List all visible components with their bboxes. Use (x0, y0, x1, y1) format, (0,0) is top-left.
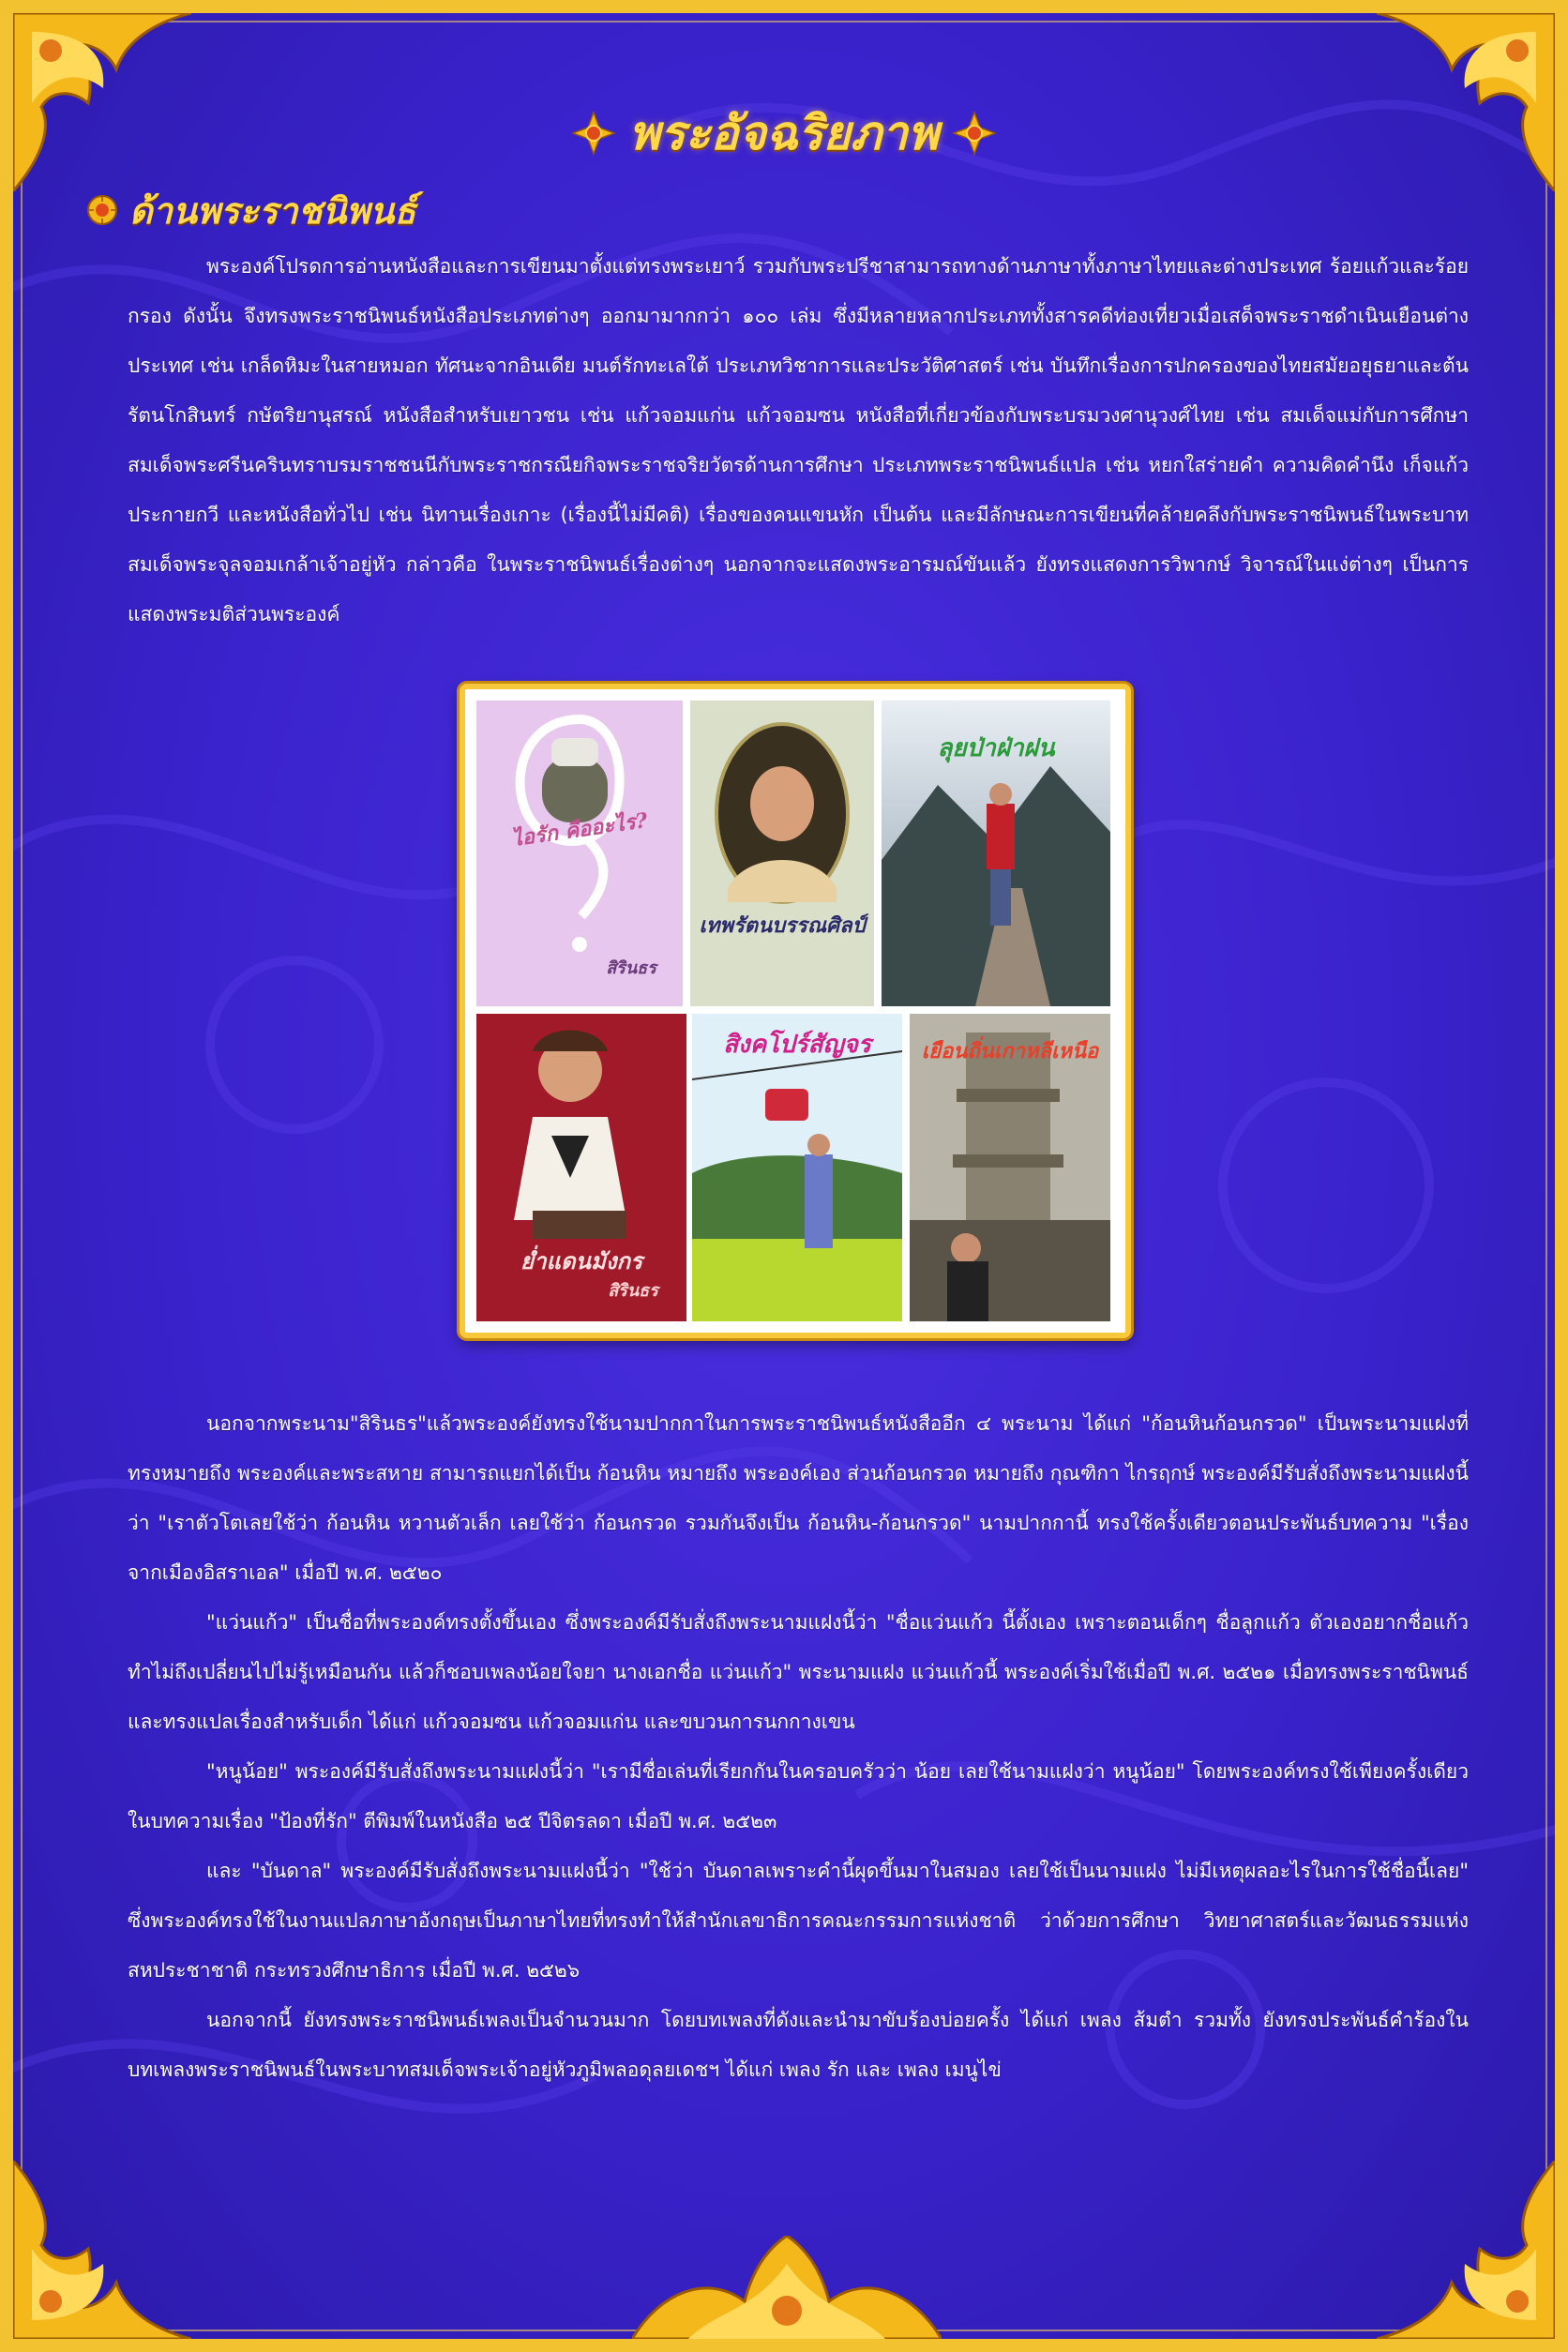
pen-names-paragraph-4-text: และ "บันดาล" พระองค์มีรับสั่งถึงพระนามแฝงนี้ว่า "ใช้ว่า บันดาลเพราะคำนี้ผุดขึ้นมาในสมอง เลยใช้เป็นนามแฝง ไม่มีเหตุผลอะไรในการใช้ชื่อนี้เลย" ซึ่งพระองค์ทรงใช้ในงานแปลภาษาอังกฤษเป็นภาษาไทยที่ทรงทำให้สำนักเลขาธิการคณะกรรมการแห่งชาติ ว่าด้วยการศึกษา วิทยาศาสตร์และวัฒนธรรมแห่งสหประชาชาติ กระทรวงศึกษาธิการ เมื่อปี พ.ศ. ๒๕๒๖ (128, 1860, 1469, 1982)
book-cover-4-signature: สิรินธร (608, 1281, 658, 1301)
book-cover-1-signature: สิรินธร (606, 958, 656, 978)
songs-paragraph (128, 1996, 1469, 2095)
book-cover-2 (690, 701, 874, 1006)
intro-paragraph-text: พระองค์โปรดการอ่านหนังสือและการเขียนมาตั้งแต่ทรงพระเยาว์ รวมกับพระปรีชาสามารถทางด้านภาษาทั้งภาษาไทยและต่างประเทศ ร้อยแก้วและร้อยกรอง ดังนั้น จึงทรงพระราชนิพนธ์หนังสือประเภทต่างๆ ออกมามากกว่า ๑๐๐ เล่ม ซึ่งมีหลายหลากประเภททั้งสารคดีท่องเที่ยวเมื่อเสด็จพระราชดำเนินเยือนต่างประเทศ เช่น เกล็ดหิมะในสายหมอก ทัศนะจากอินเดีย มนต์รักทะเลใต้ ประเภทวิชาการและประวัติศาสตร์ เช่น บันทึกเรื่องการปกครองของไทยสมัยอยุธยาและต้นรัตนโกสินทร์ กษัตริยานุสรณ์ หนังสือสำหรับเยาวชน เช่น แก้วจอมแก่น แก้วจอมซน หนังสือที่เกี่ยวข้องกับพระบรมวงศานุวงศ์ไทย เช่น สมเด็จแม่กับการศึกษา สมเด็จพระศรีนครินทราบรมราชชนนีกับพระราชกรณียกิจพระราชจริยวัตรด้านการศึกษา ประเภทพระราชนิพนธ์แปล เช่น หยกใสร่ายคำ ความคิดคำนึง เก็จแก้วประกายกวี และหนังสือทั่วไป เช่น นิทานเรื่องเกาะ (เรื่องนี้ไม่มีคติ) เรื่องของคนแขนหัก เป็นต้น และมีลักษณะการเขียนที่คล้ายคลึงกับพระราชนิพนธ์ในพระบาทสมเด็จพระจุลจอมเกล้าเจ้าอยู่หัว กล่าวคือ ในพระราชนิพนธ์เรื่องต่างๆ นอกจากจะแสดงพระอารมณ์ขันแล้ว ยังทรงแสดงการวิพากษ์ วิจารณ์ในแง่ต่างๆ เป็นการแสดงพระมติส่วนพระองค์ (128, 255, 1469, 626)
intro-paragraph (128, 242, 1469, 640)
book-cover-3 (882, 701, 1110, 1006)
book-cover-5 (692, 1014, 902, 1321)
songs-paragraph-text: นอกจากนี้ ยังทรงพระราชนิพนธ์เพลงเป็นจำนวนมาก โดยบทเพลงที่ดังและนำมาขับร้องบ่อยครั้ง ได้แก่ เพลง ส้มตำ รวมทั้ง ยังทรงประพันธ์คำร้องในบทเพลงพระราชนิพนธ์ในพระบาทสมเด็จพระเจ้าอยู่หัวภูมิพลอดุลยเดชฯ ได้แก่ เพลง รัก และ เพลง เมนูไข่ (128, 2009, 1469, 2081)
book-covers-collage (460, 684, 1131, 1338)
section-heading-label: ด้านพระราชนิพนธ์ (129, 188, 416, 232)
book-cover-6 (910, 1014, 1110, 1321)
book-cover-6-title: เยือนถิ่นเกาหลีเหนือ (921, 1039, 1099, 1063)
pen-names-paragraph-4 (128, 1847, 1469, 1996)
pen-names-paragraph-3-text: "หนูน้อย" พระองค์มีรับสั่งถึงพระนามแฝงนี้ว่า "เรามีชื่อเล่นที่เรียกกันในครอบครัวว่า น้อย เลยใช้นามแฝงว่า หนูน้อย" โดยพระองค์ทรงใช้เพียงครั้งเดียว ในบทความเรื่อง "ป้องที่รัก" ตีพิมพ์ในหนังสือ ๒๕ ปีจิตรลดา เมื่อปี พ.ศ. ๒๕๒๓ (128, 1760, 1469, 1832)
pen-names-paragraph-1-text: นอกจากพระนาม"สิรินธร"แล้วพระองค์ยังทรงใช้นามปากกาในการพระราชนิพนธ์หนังสืออีก ๔ พระนาม ได้แก่ "ก้อนหินก้อนกรวด" เป็นพระนามแฝงที่ทรงหมายถึง พระองค์และพระสหาย สามารถแยกได้เป็น ก้อนหิน หมายถึง พระองค์เอง ส่วนก้อนกรวด หมายถึง กุณฑิกา ไกรฤกษ์ พระองค์มีรับสั่งถึงพระนามแฝงนี้ว่า "เราตัวโตเลยใช้ว่า ก้อนหิน หวานตัวเล็ก เลยใช้ว่า ก้อนกรวด รวมกันจึงเป็น ก้อนหิน-ก้อนกรวด" นามปากกานี้ ทรงใช้ครั้งเดียวตอนประพันธ์บทความ "เรื่องจากเมืองอิสราเอล" เมื่อปี พ.ศ. ๒๕๒๐ (128, 1412, 1469, 1584)
book-cover-1 (476, 701, 683, 1006)
flower-bullet-icon (86, 194, 118, 226)
corner-ornament-bottom-right (1377, 2161, 1555, 2339)
pen-names-section (128, 1399, 1469, 2095)
title-bar (13, 96, 1555, 171)
pen-names-paragraph-3 (128, 1747, 1469, 1847)
pen-names-paragraph-1 (128, 1399, 1469, 1598)
corner-ornament-bottom-left (13, 2161, 191, 2339)
flower-ornament-icon (952, 111, 997, 156)
page-title: พระอัจฉริยภาพ (628, 104, 940, 160)
book-cover-4 (476, 1014, 686, 1321)
pen-names-paragraph-2-text: "แว่นแก้ว" เป็นชื่อที่พระองค์ทรงตั้งขึ้นเอง ซึ่งพระองค์มีรับสั่งถึงพระนามแฝงนี้ว่า "ชื่อแว่นแก้ว นี้ตั้งเอง เพราะตอนเด็กๆ ชื่อลูกแก้ว ตัวเองอยากชื่อแก้ว ทำไม่ถึงเปลี่ยนไปไม่รู้เหมือนกัน แล้วก็ชอบเพลงน้อยใจยา นางเอกชื่อ แว่นแก้ว" พระนามแฝง แว่นแก้วนี้ พระองค์เริ่มใช้เมื่อปี พ.ศ. ๒๕๒๑ เมื่อทรงพระราชนิพนธ์และทรงแปลเรื่องสำหรับเด็ก ได้แก่ แก้วจอมซน แก้วจอมแก่น และขบวนการนกกางเขน (128, 1611, 1469, 1733)
section-heading (86, 182, 416, 238)
book-cover-4-title: ย่ำแดนมังกร (520, 1247, 642, 1274)
book-cover-2-title: เทพรัตนบรรณศิลป์ (699, 913, 866, 938)
book-cover-3-title: ลุยป่าฝ่าฝน (937, 734, 1055, 762)
bottom-center-ornament (632, 2236, 942, 2339)
pen-names-paragraph-2 (128, 1598, 1469, 1747)
book-cover-5-title: สิงคโปร์สัญจร (723, 1031, 871, 1059)
flower-ornament-icon (571, 111, 616, 156)
book-cover-2-art (690, 701, 874, 1006)
book-cover-1-title: ไอรัก คืออะไร? (510, 807, 650, 852)
